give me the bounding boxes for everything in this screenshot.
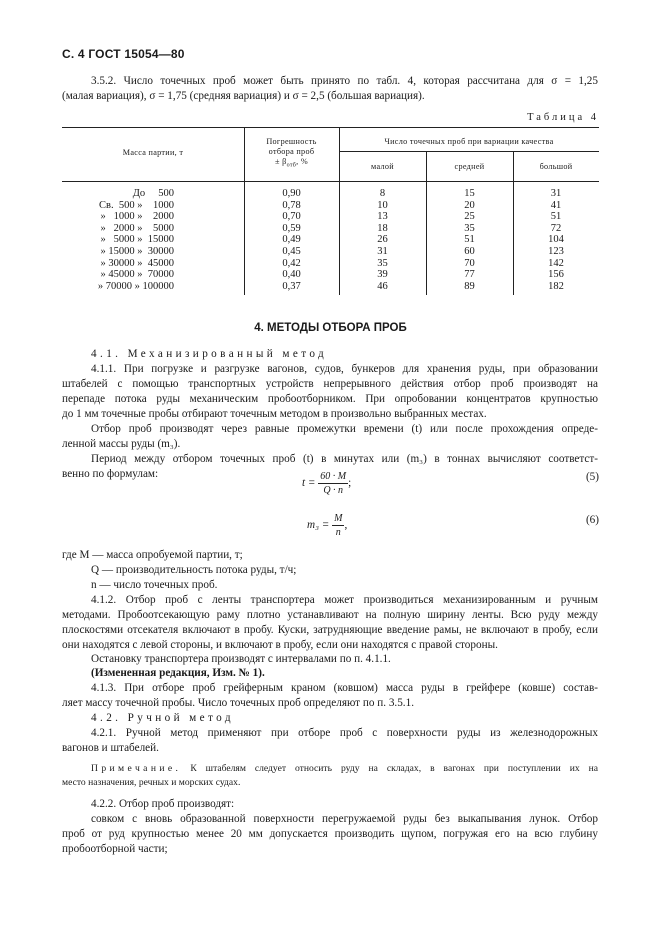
- table-cell-mid: 25: [464, 211, 475, 223]
- th-low: малой: [371, 162, 394, 171]
- th-mid: средней: [454, 162, 485, 171]
- table-cell-low: 39: [377, 269, 388, 281]
- table-row-label: » 2000 » 5000: [100, 222, 174, 234]
- p411-line-1: 4.1.1. При погрузке и разгрузке вагонов, судов, бункеров для хранения руды, при образовании: [91, 363, 598, 375]
- table-cell-high: 51: [550, 211, 562, 223]
- formula-5: t = $\frac{60 \cdot M}{Q \cdot n}$ ;: [302, 471, 352, 496]
- table-cell-high: 72: [550, 222, 562, 234]
- where-line-3: n — число точечных проб.: [91, 579, 218, 591]
- th-error-line-1: Погрешность: [266, 137, 317, 146]
- table-cell-low: 13: [377, 211, 388, 223]
- table-cell-err: 0,78: [282, 199, 301, 211]
- note-label: Примечание.: [91, 763, 182, 774]
- th-error-line-2: отбора проб: [268, 147, 315, 156]
- p422-line-1: 4.2.2. Отбор проб производят:: [91, 798, 235, 810]
- th-error: [244, 137, 339, 171]
- table-cell-low: 31: [377, 246, 388, 257]
- table-cell-low: 26: [377, 234, 388, 246]
- table-cell-err: 0,42: [282, 257, 301, 269]
- table-cell-high: 142: [548, 257, 564, 269]
- table-cell-err: 0,90: [282, 188, 301, 199]
- p422-line-4: пробоотборной части;: [62, 843, 168, 855]
- subsection-4-1: 4.1. Механизированный метод: [91, 348, 328, 360]
- table-cell-low: 18: [377, 222, 388, 234]
- subsection-4-2: 4.2. Ручной метод: [91, 712, 234, 724]
- formula-5-fraction: [318, 471, 348, 496]
- table-cell-mid: 70: [464, 257, 475, 269]
- p-interval-line-1: Отбор проб производят через равные промежутки времени (t) или после прохождения опреде-: [91, 423, 598, 435]
- note-text: К штабелям следует относить руду на складах, в вагонах при поступлении их на: [181, 763, 598, 774]
- formula-6-number: (6): [585, 514, 599, 526]
- p-period-line-2: венно по формулам:: [62, 468, 159, 480]
- intro-line-1: 3.5.2. Число точечных проб может быть принято по табл. 4, которая рассчитана для σ = 1,25: [91, 75, 598, 87]
- th-mass: Масса партии, т: [122, 148, 184, 157]
- table-top-rule: [62, 127, 599, 128]
- table-cell-err: 0,37: [282, 280, 301, 292]
- table-cell-err: 0,49: [282, 234, 301, 246]
- p413-line-1: 4.1.3. При отборе проб грейферным краном (ковшом) масса руды в грейфере (ковше) состав-: [91, 682, 598, 694]
- table-cell-low: 35: [377, 257, 388, 269]
- formula-6-denominator: n: [335, 527, 341, 538]
- table-row-label: » 45000 » 70000: [100, 269, 174, 281]
- table-row-label: » 15000 » 30000: [100, 246, 174, 257]
- page-header: С. 4 ГОСТ 15054—80: [62, 47, 185, 61]
- note-line-2: место назначения, речных и морских судах.: [62, 777, 241, 788]
- p421-line-2: вагонов и штабелей.: [62, 742, 159, 754]
- p422-line-2: совком с вновь образованной поверхности перегружаемой руды без выкапывания лунок. Отбор: [91, 813, 598, 825]
- formula-5-denominator: Q · n: [323, 485, 344, 496]
- table-cell-mid: 15: [464, 188, 475, 199]
- p412-line-4: они находятся с левой стороны, и включают в пробу, если они находятся с правой стороны.: [62, 639, 498, 651]
- table-header-rule: [62, 181, 599, 182]
- table-cell-high: 156: [548, 269, 564, 281]
- table-cell-mid: 89: [464, 280, 475, 292]
- where-line-1: где M — масса опробуемой партии, т;: [62, 549, 243, 561]
- p421-line-1: 4.2.1. Ручной метод применяют при отборе проб с поверхности руды из железнодорожных: [91, 727, 598, 739]
- table-cell-mid: 35: [464, 222, 475, 234]
- table-cell-err: 0,59: [282, 222, 301, 234]
- table-row-label: » 70000 » 100000: [97, 280, 174, 292]
- p-period-line-1: Период между отбором точечных проб (t) в минутах или (m₃) в тоннах вычисляют соответст-: [91, 453, 598, 465]
- intro-line-2: (малая вариация), σ = 1,75 (средняя вариация) и σ = 2,5 (большая вариация).: [62, 90, 425, 102]
- table-cell-high: 182: [548, 280, 564, 292]
- table-cell-high: 104: [548, 234, 564, 246]
- p411-line-4: до 1 мм точечные пробы отбирают точечным методом в произвольно выбранных местах.: [62, 408, 487, 420]
- p411-line-2: штабелей с помощью транспортных устройств непрерывного действия отбор проб производят на: [62, 378, 598, 390]
- table-cell-err: 0,45: [282, 246, 301, 257]
- table-cell-err: 0,40: [282, 269, 301, 281]
- table-row-label: » 5000 » 15000: [100, 234, 174, 246]
- table-title: Таблица 4: [527, 112, 599, 123]
- p-interval-line-2: ленной массы руды (m₃).: [62, 438, 181, 450]
- table-cell-err: 0,70: [282, 211, 301, 223]
- formula-6-fraction: [332, 513, 344, 538]
- table-cell-low: 46: [377, 280, 388, 292]
- p411-line-3: перепаде потока руды механическим пробоотборником. При опробовании концентратов крупностью: [62, 393, 598, 405]
- table-cell-mid: 20: [464, 199, 475, 211]
- table-row-label: » 1000 » 2000: [100, 211, 174, 223]
- table-cell-mid: 60: [464, 246, 475, 257]
- p413-line-2: ляет массу точечной пробы. Число точечных проб определяют по п. 3.5.1.: [62, 697, 414, 709]
- table-row-label: До 500: [132, 188, 174, 199]
- where-line-2: Q — производительность потока руды, т/ч;: [91, 564, 297, 576]
- table-cell-low: 8: [379, 188, 386, 199]
- section-title: 4. МЕТОДЫ ОТБОРА ПРОБ: [254, 322, 407, 334]
- table-cell-high: 123: [548, 246, 564, 257]
- table-group-rule: [339, 151, 599, 152]
- p422-line-3: проб от руд крупностью менее 20 мм допускается производить щупом, погружая его на всю глубину: [62, 828, 598, 840]
- table-cell-low: 10: [377, 199, 388, 211]
- formula-5-number: (5): [585, 471, 599, 483]
- formula-6-lhs: m₃ =: [307, 519, 330, 532]
- note-line-1: [91, 762, 598, 775]
- th-high: большой: [539, 162, 573, 171]
- th-error-line-3: ± $\beta_{отб}$, %: [275, 157, 308, 169]
- p412-line-1: 4.1.2. Отбор проб с ленты транспортера может производиться механизированным и ручным: [91, 594, 598, 606]
- formula-5-numerator: 60 · M: [320, 471, 347, 482]
- th-count-group: Число точечных проб при вариации качества: [384, 137, 554, 146]
- amendment-note: (Измененная редакция, Изм. № 1).: [91, 667, 265, 679]
- table-cell-high: 41: [550, 199, 562, 211]
- p412-line-5: Остановку транспортера производят с интервалами по п. 4.1.1.: [91, 653, 391, 665]
- table-cell-mid: 51: [464, 234, 475, 246]
- formula-5-lhs: t =: [302, 477, 316, 490]
- table-row-label: » 30000 » 45000: [100, 257, 174, 269]
- table-row-label: Св. 500 » 1000: [99, 199, 174, 211]
- formula-6: m₃ = $\frac{M}{n}$ ,: [307, 513, 348, 538]
- formula-6-numerator: M: [334, 513, 343, 524]
- table-cell-mid: 77: [464, 269, 475, 281]
- table-cell-high: 31: [550, 188, 562, 199]
- p412-line-2: методами. Пробоотсекающую раму плотно устанавливают на полную ширину ленты. Всю руду между: [62, 609, 598, 621]
- p412-line-3: плоскостями отсекателя включают в пробу. Куски, затрудняющие введение рамы, не включают в пробу, если: [62, 624, 598, 636]
